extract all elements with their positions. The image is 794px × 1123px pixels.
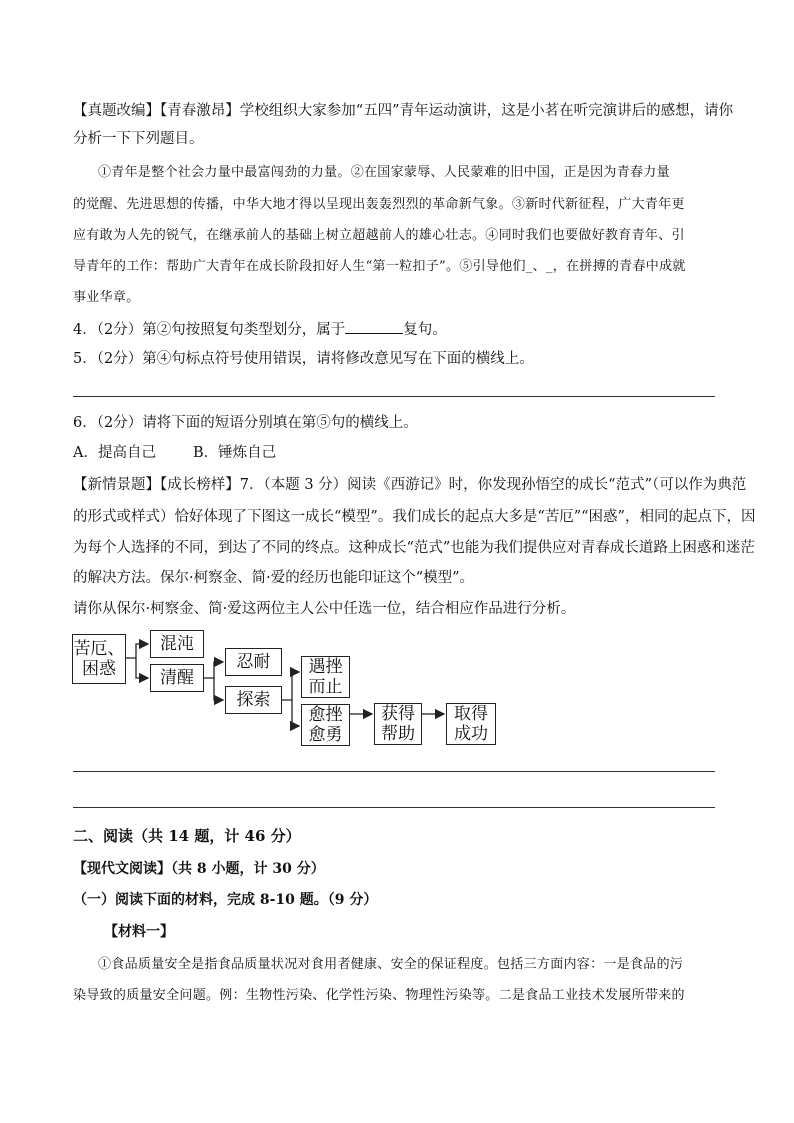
answer-blank[interactable] (345, 319, 403, 334)
passage-line-2: 的觉醒、先进思想的传播，中华大地才得以呈现出轰轰烈烈的革命新气象。③新时代新征程，广大青年更 (73, 197, 685, 212)
endure-label: 忍耐 (236, 652, 271, 672)
answer-line[interactable] (73, 807, 715, 808)
question-7-line-4: 的解决方法。保尔·柯察金、简·爱的经历也能印证这个“模型”。 (73, 570, 475, 586)
material-line-2: 染导致的质量安全问题。例：生物性污染、化学性污染、物理性污染等。二是食品工业技术发展所带来的 (73, 988, 685, 1003)
chaos-box (150, 630, 204, 658)
success-box (446, 703, 496, 745)
modern-reading-heading: 【现代文阅读】（共 8 小题，计 30 分） (73, 861, 325, 877)
brave-box-line-2: 愈勇 (308, 725, 343, 745)
question-7-line-5: 请你从保尔·柯察金、简·爱这两位主人公中任选一位，结合相应作品进行分析。 (73, 601, 576, 617)
question-6: 6．（2分）请将下面的短语分别填在第⑤句的横线上。 (73, 415, 418, 431)
question-5: 5．（2分）第④句标点符号使用错误，请将修改意见写在下面的横线上。 (73, 351, 534, 367)
passage-line-1: ①青年是整个社会力量中最富闯劲的力量。②在国家蒙辱、人民蒙难的旧中国，正是因为青春力量 (98, 165, 670, 180)
success-box-line-1: 取得 (454, 704, 488, 724)
help-box-line-2: 帮助 (381, 724, 415, 744)
help-box-line-1: 获得 (381, 704, 415, 724)
option-a: A．提高自己 (73, 445, 156, 461)
start-box (72, 634, 126, 684)
part-1-heading: （一）阅读下面的材料，完成 8-10 题。（9 分） (73, 892, 378, 908)
section-2-title: 二、阅读（共 14 题，计 46 分） (73, 827, 301, 845)
awake-box (150, 664, 204, 692)
awake-label: 清醒 (160, 668, 194, 688)
help-box (374, 703, 422, 745)
passage-line-3: 应有敢为人先的锐气，在继承前人的基础上树立超越前人的雄心壮志。④同时我们也要做好教育青年、引 (73, 228, 685, 243)
start-box-line-2: 困惑 (82, 659, 116, 679)
passage-line-4: 导青年的工作：帮助广大青年在成长阶段扣好人生“第一粒扣子”。⑤引导他们_、_，在拼搏的青春中成就 (73, 259, 686, 274)
answer-line[interactable] (73, 771, 715, 772)
question-7-line-2: 的形式或样式）恰好体现了下图这一成长“模型”。我们成长的起点大多是“苦厄”“困惑”，相同的起点下，因 (73, 509, 756, 525)
endure-box (225, 648, 282, 676)
answer-line[interactable] (73, 396, 715, 397)
option-b: B．锤炼自己 (193, 445, 277, 461)
intro-line-2: 分析一下下列题目。 (73, 131, 204, 147)
explore-label: 探索 (236, 690, 271, 710)
start-box-line-1: 苦厄、 (73, 639, 125, 659)
question-4 (73, 319, 447, 340)
material-1-heading: 【材料一】 (104, 924, 174, 940)
question-4-stem: 4．（2分）第②句按照复句类型划分，属于 (73, 322, 346, 338)
explore-box (225, 686, 282, 714)
stop-box-line-2: 而止 (308, 677, 343, 697)
question-7-line-1: 【新情景题】【成长榜样】7．（本题 3 分）阅读《西游记》时，你发现孙悟空的成长“范式”（可以作为典范 (73, 477, 747, 493)
passage-line-5: 事业华章。 (73, 290, 140, 305)
brave-box (301, 704, 350, 746)
brave-box-line-1: 愈挫 (308, 705, 343, 725)
question-4-tail: 复句。 (403, 322, 447, 338)
intro-line-1: 【真题改编】【青春激昂】学校组织大家参加“五四”青年运动演讲，这是小茗在听完演讲后的感想，请你 (73, 103, 734, 119)
stop-box-line-1: 遇挫 (308, 657, 343, 677)
material-line-1: ①食品质量安全是指食品质量状况对食用者健康、安全的保证程度。包括三方面内容：一是食品的污 (98, 957, 684, 972)
success-box-line-2: 成功 (454, 724, 488, 744)
chaos-label: 混沌 (160, 634, 194, 654)
question-7-line-3: 为每个人选择的不同，到达了不同的终点。这种成长“范式”也能为我们提供应对青春成长道路上困惑和迷茫 (73, 540, 755, 556)
stop-box (301, 656, 350, 698)
